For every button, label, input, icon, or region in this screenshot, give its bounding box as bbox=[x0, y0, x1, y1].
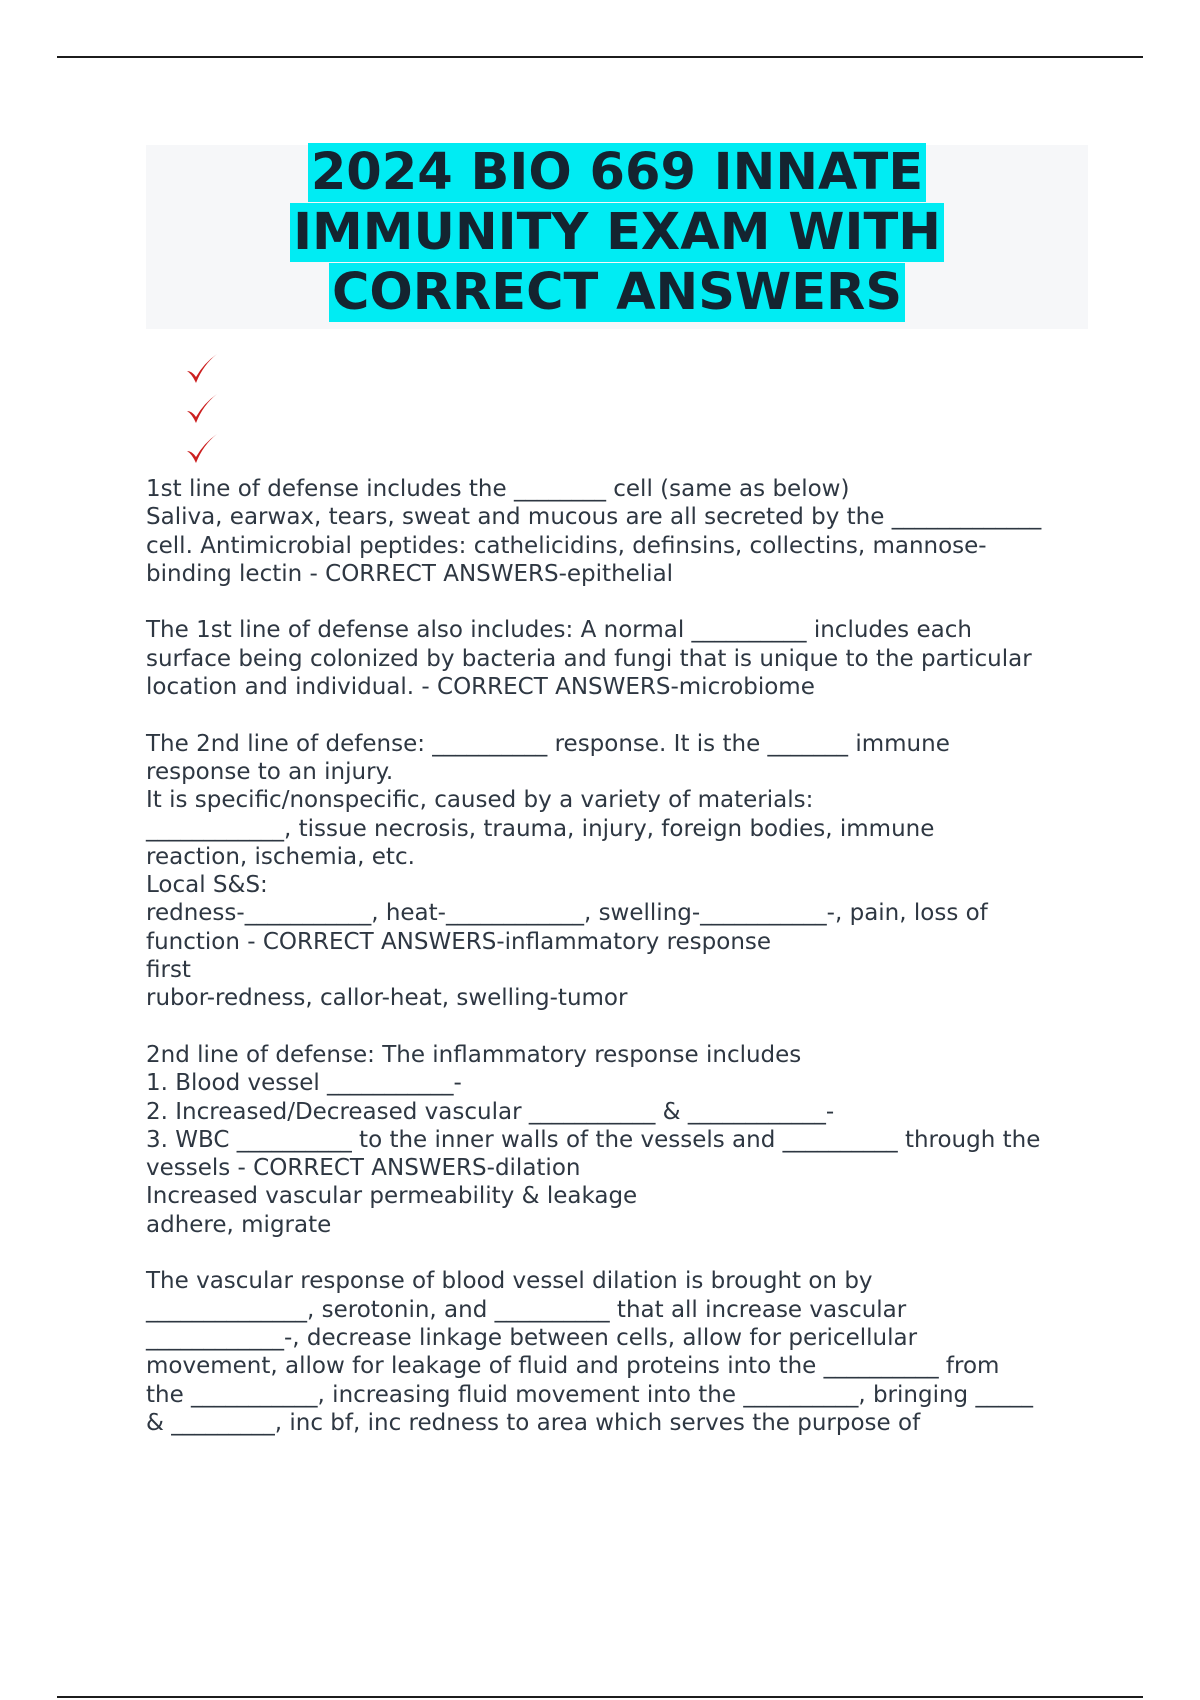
text-line: 1. Blood vessel ___________- bbox=[146, 1070, 462, 1097]
text-line: The vascular response of blood vessel dilation is brought on by bbox=[146, 1268, 873, 1295]
text-line: ______________, serotonin, and __________ that all increase vascular bbox=[146, 1296, 907, 1323]
text-line: surface being colonized by bacteria and fungi that is unique to the particular bbox=[146, 645, 1032, 672]
text-line: & _________, inc bf, inc redness to area which serves the purpose of bbox=[146, 1409, 921, 1436]
text-line: first bbox=[146, 957, 191, 984]
text-line: ____________-, decrease linkage between cells, allow for pericellular bbox=[146, 1324, 918, 1351]
qa-paragraph bbox=[146, 616, 1096, 701]
text-line: 2nd line of defense: The inflammatory response includes bbox=[146, 1041, 802, 1068]
page-title bbox=[146, 143, 1088, 323]
text-line: adhere, migrate bbox=[146, 1211, 332, 1238]
title-line: 2024 BIO 669 INNATE bbox=[146, 143, 1088, 203]
text-line: vessels - CORRECT ANSWERS-dilation bbox=[146, 1155, 581, 1182]
text-line: location and individual. - CORRECT ANSWERS-microbiome bbox=[146, 674, 815, 701]
document-body bbox=[146, 475, 1096, 1465]
text-line: cell. Antimicrobial peptides: cathelicidins, definsins, collectins, mannose- bbox=[146, 532, 987, 559]
text-line: 2. Increased/Decreased vascular ___________ & ____________- bbox=[146, 1098, 835, 1125]
title-line: CORRECT ANSWERS bbox=[146, 263, 1088, 323]
text-line: 3. WBC __________ to the inner walls of the vessels and __________ through the bbox=[146, 1126, 1041, 1153]
checkmark-icon bbox=[182, 390, 222, 430]
qa-paragraph bbox=[146, 730, 1096, 1013]
qa-paragraph bbox=[146, 475, 1096, 588]
text-line: binding lectin - CORRECT ANSWERS-epithelial bbox=[146, 560, 674, 587]
checkmark-icon bbox=[182, 430, 222, 470]
text-line: function - CORRECT ANSWERS-inflammatory response bbox=[146, 928, 772, 955]
text-line: rubor-redness, callor-heat, swelling-tumor bbox=[146, 985, 628, 1012]
qa-paragraph bbox=[146, 1041, 1096, 1239]
text-line: the ___________, increasing fluid movement into the __________, bringing _____ bbox=[146, 1381, 1033, 1408]
text-line: response to an injury. bbox=[146, 758, 394, 785]
checkmark-icon bbox=[182, 350, 222, 390]
text-line: Saliva, earwax, tears, sweat and mucous are all secreted by the _____________ bbox=[146, 504, 1042, 531]
checkmark-list bbox=[182, 350, 222, 470]
text-line: reaction, ischemia, etc. bbox=[146, 843, 415, 870]
text-line: redness-___________, heat-____________, swelling-___________-, pain, loss of bbox=[146, 900, 988, 927]
text-line: The 2nd line of defense: __________ response. It is the _______ immune bbox=[146, 730, 950, 757]
text-line: movement, allow for leakage of fluid and proteins into the __________ from bbox=[146, 1353, 1000, 1380]
qa-paragraph bbox=[146, 1267, 1096, 1437]
text-line: Local S&S: bbox=[146, 872, 268, 899]
title-line: IMMUNITY EXAM WITH bbox=[146, 203, 1088, 263]
text-line: 1st line of defense includes the ________ cell (same as below) bbox=[146, 476, 850, 502]
text-line: ____________, tissue necrosis, trauma, injury, foreign bodies, immune bbox=[146, 815, 935, 842]
text-line: Increased vascular permeability & leakage bbox=[146, 1183, 638, 1210]
header-rule bbox=[57, 56, 1143, 58]
text-line: It is specific/nonspecific, caused by a variety of materials: bbox=[146, 787, 814, 814]
footer-rule bbox=[57, 1696, 1143, 1698]
text-line: The 1st line of defense also includes: A normal __________ includes each bbox=[146, 617, 972, 644]
